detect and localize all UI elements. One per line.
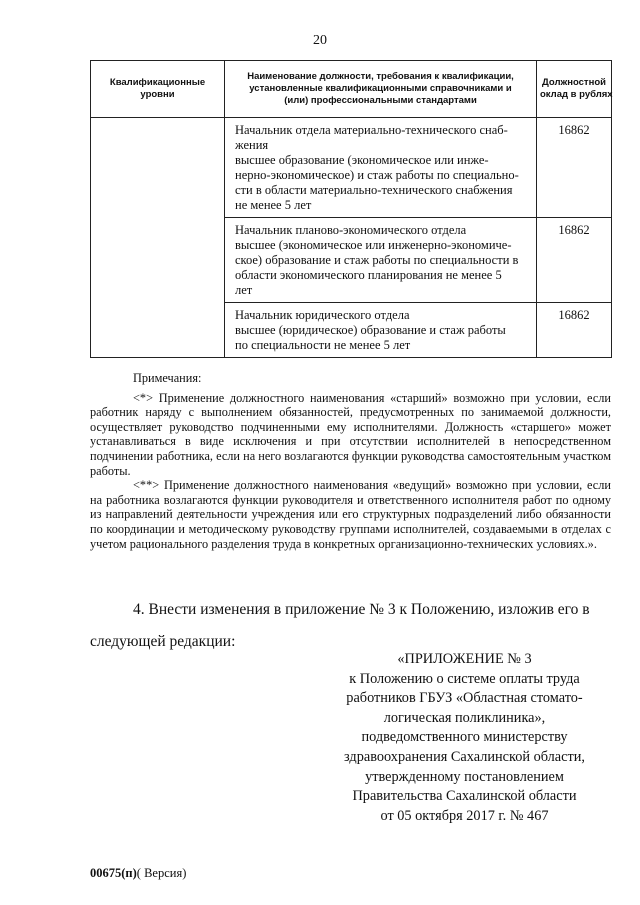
header-line: (или) профессиональными стандартами xyxy=(284,94,477,106)
salary-cell: 16862 xyxy=(537,118,612,218)
position-line: области экономического планирования не менее 5 xyxy=(235,268,502,282)
note-senior: <*> Применение должностного наименования «старший» возможно при условии, если работник наряду с выполнением обязанностей, предусмотренных по занимаемой должности, осуществляет руководство подчиненными ему исполнителями. Должность «старшего» может устанавливаться в виде исключения и при отсутствии исполнителей в непосредственном подчинении работника, если на него возлагаются функции руководства самостоятельным участком работы. xyxy=(90,390,611,478)
note-leading: <**> Применение должностного наименования «ведущий» возможно при условии, если на работника возлагаются функции руководителя и ответственного исполнителя работ по одному из направлений деятельности учреждения или его структурных подразделений либо обязанности по координации и методическому руководству группами исполнителей, создаваемыми в отделах с учетом рационального разделения труда в конкретных организационно-технических условиях.». xyxy=(90,478,611,551)
appendix-line: от 05 октября 2017 г. № 467 xyxy=(380,807,549,824)
appendix-line: утвержденному постановлением xyxy=(365,768,564,785)
qualification-level-cell xyxy=(91,118,225,358)
position-line: Начальник отдела материально-технического снаб- xyxy=(235,123,508,137)
table-header-row xyxy=(91,61,612,118)
header-qualification-levels: Квалификационные уровни xyxy=(91,61,225,118)
section-4-line: следующей редакции: xyxy=(90,633,236,650)
position-line: сти в области материально-технического снабжения xyxy=(235,183,513,197)
appendix-line: логическая поликлиника», xyxy=(383,709,546,726)
appendix-line: подведомственного министерству xyxy=(361,729,568,746)
position-line: Начальник юридического отдела xyxy=(235,308,410,322)
position-cell xyxy=(225,303,537,358)
section-4-paragraph xyxy=(90,594,611,658)
position-line: высшее (юридическое) образование и стаж работы xyxy=(235,323,506,337)
document-version: ( Версия) xyxy=(136,866,187,880)
position-line: Начальник планово-экономического отдела xyxy=(235,223,467,237)
page-number: 20 xyxy=(313,33,327,48)
position-line: высшее (экономическое или инженерно-экономиче- xyxy=(235,238,512,252)
position-line: жения xyxy=(235,138,269,152)
qualification-table xyxy=(90,60,612,358)
header-salary xyxy=(537,61,612,118)
appendix-line: «ПРИЛОЖЕНИЕ № 3 xyxy=(397,651,532,667)
notes-title: Примечания: xyxy=(133,371,202,385)
position-line: по специальности не менее 5 лет xyxy=(235,338,411,352)
position-line: не менее 5 лет xyxy=(235,198,312,212)
header-line: Должностной xyxy=(542,77,606,89)
salary-cell: 16862 xyxy=(537,303,612,358)
appendix-line: работников ГБУЗ «Областная стомато- xyxy=(346,690,583,707)
header-line: оклад в рублях xyxy=(540,89,613,100)
position-line: ское) образование и стаж работы по специальности в xyxy=(235,253,519,267)
notes-section xyxy=(90,371,611,551)
document-code xyxy=(90,866,186,881)
position-cell xyxy=(225,118,537,218)
document-code-number: 00675(п) xyxy=(90,866,137,880)
appendix-line: здравоохранения Сахалинской области, xyxy=(344,748,585,765)
position-line: лет xyxy=(235,283,253,297)
position-cell xyxy=(225,218,537,303)
header-position-name xyxy=(225,61,537,118)
header-line: установленные квалификационными справочниками и xyxy=(249,83,512,95)
position-line: нерно-экономическое) и стаж работы по специально- xyxy=(235,168,519,182)
appendix-line: к Положению о системе оплаты труда xyxy=(349,670,580,687)
position-line: высшее образование (экономическое или инже- xyxy=(235,153,489,167)
table-row xyxy=(91,118,612,218)
appendix-heading xyxy=(318,650,611,826)
appendix-line: Правительства Сахалинской области xyxy=(352,788,577,805)
salary-cell: 16862 xyxy=(537,218,612,303)
section-4-line: 4. Внести изменения в приложение № 3 к Положению, изложив его в xyxy=(133,601,590,618)
header-line: Наименование должности, требования к квалификации, xyxy=(247,71,514,83)
